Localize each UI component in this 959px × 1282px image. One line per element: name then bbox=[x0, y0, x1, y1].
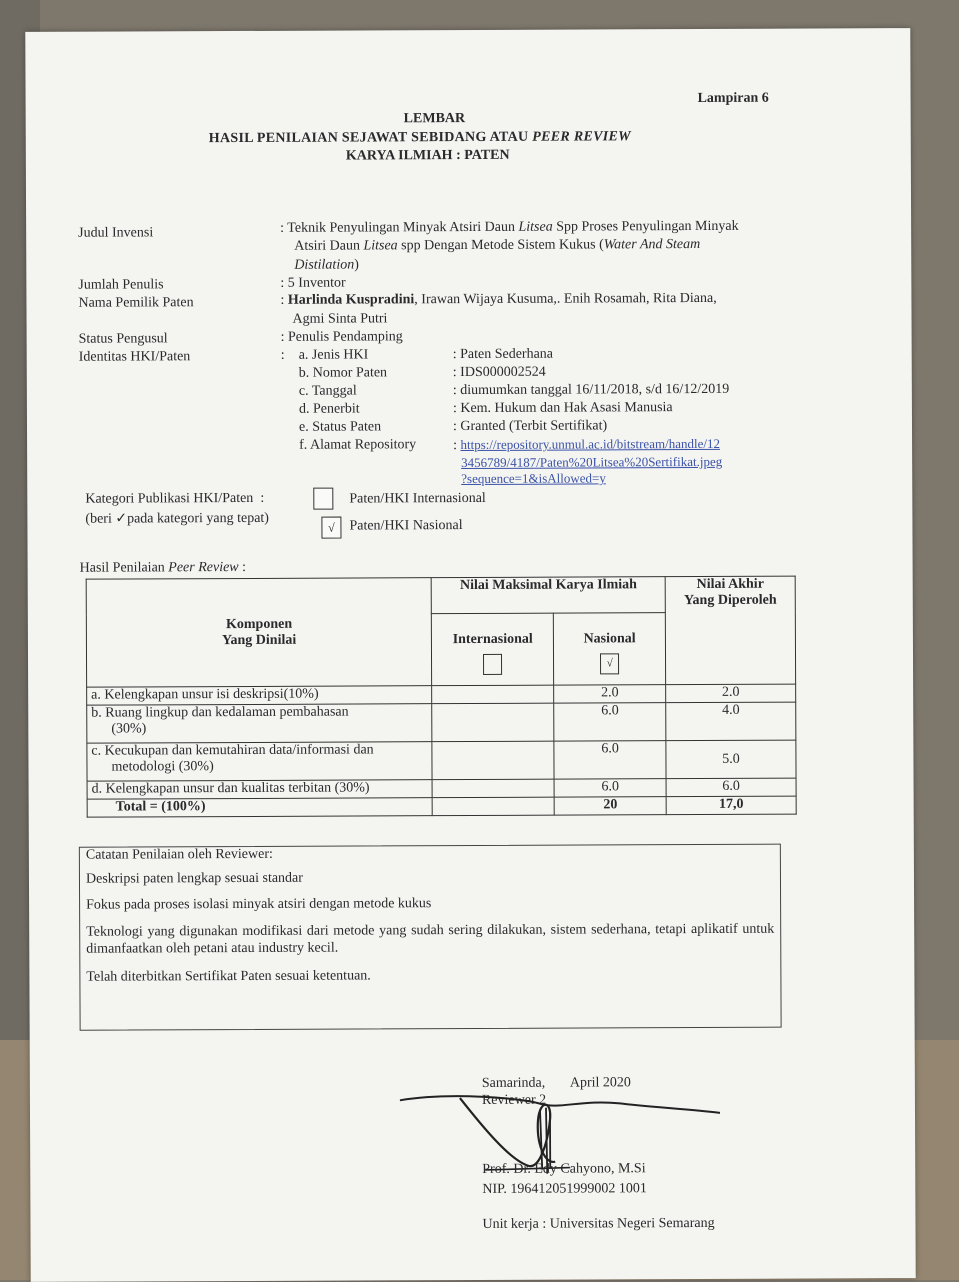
judul-value-line2: Atsiri Daun Litsea spp Dengan Metode Sistem Kukus (Water And Steam bbox=[294, 236, 701, 254]
nama-label: Nama Pemilik Paten bbox=[78, 295, 194, 311]
signature-date: April 2020 bbox=[569, 1075, 631, 1091]
header-nilai-akhir: Nilai Akhir Yang Diperoleh bbox=[665, 576, 795, 685]
signature-name: Prof. Dr. Edy Cahyono, M.Si bbox=[482, 1161, 646, 1177]
row-c-internasional bbox=[432, 741, 554, 780]
nasional-box: √ bbox=[600, 653, 619, 674]
nama-value-line2: Agmi Sinta Putri bbox=[292, 311, 388, 327]
judul-label: Judul Invensi bbox=[78, 225, 154, 241]
notes-line-3: Teknologi yang digunakan modifikasi dari metode yang sudah sering dilakukan, sistem sederhana, tetapi aplikatif untuk dimanfaatkan oleh petani atau industry kecil. bbox=[86, 921, 775, 957]
jenis-hki-value: : Paten Sederhana bbox=[452, 346, 554, 363]
status-label: Status Pengusul bbox=[78, 331, 168, 347]
peer-review-table bbox=[86, 576, 797, 818]
penerbit-label: d. Penerbit bbox=[298, 401, 360, 417]
row-b-nasional: 6.0 bbox=[554, 703, 666, 741]
signature-unit: Unit kerja : Universitas Negeri Semarang bbox=[482, 1215, 715, 1232]
table-total-row bbox=[87, 796, 796, 817]
nasional-checkbox[interactable] bbox=[321, 517, 341, 539]
repository-url-line2[interactable]: 3456789/4187/Paten%20Litsea%20Sertifikat.jpeg bbox=[461, 453, 723, 471]
row-d-nasional: 6.0 bbox=[554, 779, 666, 797]
header-komponen: Komponen Yang Dinilai bbox=[86, 578, 432, 688]
status-paten-value: : Granted (Terbit Sertifikat) bbox=[452, 418, 608, 435]
header-nasional: Nasional √ bbox=[554, 613, 666, 685]
notes-line-2: Fokus pada proses isolasi minyak atsiri dengan metode kukus bbox=[86, 896, 432, 913]
internasional-box bbox=[483, 654, 502, 675]
signature-role: Reviewer 2 bbox=[481, 1092, 547, 1108]
row-b-internasional bbox=[432, 703, 554, 742]
judul-value-line1: : Teknik Penyulingan Minyak Atsiri Daun Litsea Spp Proses Penyulingan Minyak bbox=[280, 218, 739, 236]
row-d-internasional bbox=[432, 779, 554, 798]
repository-url-line3[interactable]: ?sequence=1&isAllowed=y bbox=[461, 470, 606, 487]
alamat-repository-value[interactable]: : https://repository.unmul.ac.id/bitstream/handle/12 bbox=[453, 435, 720, 454]
header-nilai-maksimal: Nilai Maksimal Karya Ilmiah bbox=[432, 577, 666, 614]
signature-place: Samarinda, bbox=[481, 1075, 546, 1091]
total-nasional: 20 bbox=[554, 797, 666, 815]
judul-value-line3: Distilation) bbox=[294, 257, 359, 273]
row-a-nasional: 2.0 bbox=[554, 685, 666, 703]
title-hasil-penilaian: HASIL PENILAIAN SEJAWAT SEBIDANG ATAU PEER REVIEW bbox=[208, 129, 631, 147]
checkmark-icon: √ bbox=[328, 520, 335, 535]
document-page bbox=[25, 28, 915, 1282]
row-d-label: d. Kelengkapan unsur dan kualitas terbitan (30%) bbox=[87, 780, 432, 800]
row-c-nasional: 6.0 bbox=[554, 741, 666, 779]
total-akhir: 17,0 bbox=[666, 796, 796, 815]
row-b-akhir: 4.0 bbox=[666, 702, 796, 741]
identitas-colon: : bbox=[280, 347, 285, 363]
nomor-paten-value: : IDS000002524 bbox=[452, 364, 546, 381]
total-internasional bbox=[432, 797, 554, 816]
jenis-hki-label: a. Jenis HKI bbox=[298, 347, 369, 363]
penerbit-value: : Kem. Hukum dan Hak Asasi Manusia bbox=[452, 400, 673, 417]
table-row bbox=[87, 740, 796, 781]
nama-value: : Harlinda Kuspradini, Irawan Wijaya Kusuma,. Enih Rosamah, Rita Diana, bbox=[280, 290, 717, 308]
lampiran-label: Lampiran 6 bbox=[697, 90, 769, 107]
row-d-akhir: 6.0 bbox=[666, 778, 796, 797]
tanggal-label: c. Tanggal bbox=[298, 383, 357, 399]
reviewer-notes-box bbox=[79, 844, 782, 1031]
status-paten-label: e. Status Paten bbox=[298, 419, 382, 435]
status-value: : Penulis Pendamping bbox=[280, 329, 403, 345]
jumlah-label: Jumlah Penulis bbox=[78, 277, 164, 293]
identitas-label: Identitas HKI/Paten bbox=[78, 349, 191, 365]
row-a-label: a. Kelengkapan unsur isi deskripsi(10%) bbox=[87, 686, 432, 706]
table-row bbox=[87, 702, 796, 743]
row-a-internasional bbox=[432, 685, 554, 704]
signature-nip: NIP. 196412051999002 1001 bbox=[482, 1181, 647, 1197]
total-label: Total = (100%) bbox=[87, 798, 432, 818]
header-internasional: Internasional bbox=[432, 613, 554, 686]
alamat-repository-label: f. Alamat Repository bbox=[299, 437, 417, 453]
notes-line-1: Deskripsi paten lengkap sesuai standar bbox=[85, 870, 303, 887]
kategori-instruction: (beri ✓pada kategori yang tepat) bbox=[85, 510, 269, 527]
nasional-option-label: Paten/HKI Nasional bbox=[349, 518, 463, 534]
notes-title: Catatan Penilaian oleh Reviewer: bbox=[85, 846, 273, 863]
internasional-option-label: Paten/HKI Internasional bbox=[349, 490, 486, 507]
kategori-label: Kategori Publikasi HKI/Paten : bbox=[85, 490, 265, 507]
table-caption: Hasil Penilaian Peer Review : bbox=[79, 559, 247, 576]
row-c-label: c. Kecukupan dan kemutahiran data/informasi dan metodologi (30%) bbox=[87, 742, 433, 782]
row-b-label: b. Ruang lingkup dan kedalaman pembahasan (30%) bbox=[87, 704, 433, 744]
row-a-akhir: 2.0 bbox=[666, 684, 796, 703]
tanggal-value: : diumumkan tanggal 16/11/2018, s/d 16/12/2019 bbox=[452, 381, 730, 399]
internasional-checkbox[interactable] bbox=[313, 488, 333, 510]
notes-line-4: Telah diterbitkan Sertifikat Paten sesuai ketentuan. bbox=[86, 968, 371, 985]
jumlah-value: : 5 Inventor bbox=[280, 275, 346, 291]
title-karya-ilmiah: KARYA ILMIAH : PATEN bbox=[345, 147, 510, 164]
title-lembar: LEMBAR bbox=[403, 111, 466, 127]
nomor-paten-label: b. Nomor Paten bbox=[298, 365, 388, 381]
row-c-akhir: 5.0 bbox=[666, 740, 796, 779]
